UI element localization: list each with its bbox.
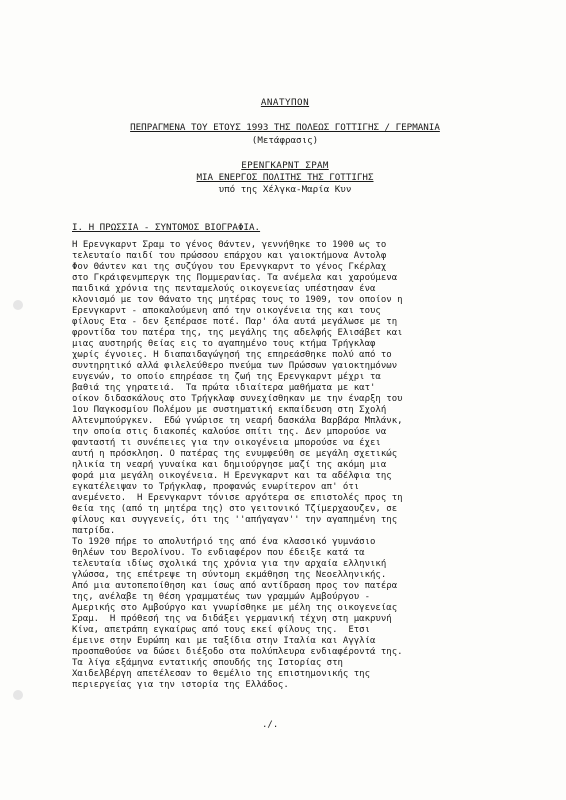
text-line: Ερενγκαρντ - αποκαλούμενη από την οικογένεια της και τους — [72, 306, 381, 316]
text-line: κλονισμό με τον θάνατο της μητέρας τους το 1909, τον οποίον η — [72, 295, 403, 305]
text-line: φορά μια μεγάλη οικογένεια. Η Ερενγκαρντ και τα αδέλφια της — [72, 471, 392, 481]
translation-note: (Μετάφρασις) — [251, 135, 319, 146]
text-line: πατρίδα. — [72, 526, 116, 536]
text-line: μιας αυστηρής θείας εις το αγαπημένο τους κτήμα Τρήγκλαφ — [72, 339, 376, 349]
text-line: την οποία στις διακοπές καλούσε σπίτι της. Δεν μπορούσε να — [72, 427, 387, 437]
text-line: Η Ερενγκαρντ Σραμ το γένος Θάντεν, γεννήθηκε το 1900 ως το — [72, 240, 387, 250]
reprint-label: ΑΝΑΤΥΠΟΝ — [260, 97, 310, 108]
text-line: αυτή η πρόσκληση. Ο πατέρας της ενυμφεύθη σε μεγάλη σχετικώς — [72, 449, 398, 459]
text-line: Σραμ. Η πρόθεσή της να διδάξει γερμανική τέχνη στη μακρυνή — [72, 614, 392, 624]
text-line: φίλους και συγγενείς, ότι της ''απήγαγαν'' την αγαπημένη της — [72, 515, 398, 525]
text-line: θηλέων του Βερολίνου. Το ενδιαφέρον που έδειξε κατά τα — [72, 548, 365, 558]
text-line: Φον Θάντεν και της συζύγου του Ερενγκαρντ το γένος Γκέρλαχ — [72, 262, 387, 272]
text-line: Από μια αυτοπεποίθηση και ίσως από αντίδραση προς τον πατέρα — [72, 581, 398, 591]
text-line: της, ανέλαβε τη θέση γραμματέως των γραμμών Αμβούργου - — [72, 592, 371, 602]
text-line: γλώσσα, της επέτρεψε τη σύντομη εκμάθηση της Νεοελληνικής. — [72, 570, 387, 580]
text-line: έμεινε στην Ευρώπη και με ταξίδια στην Ιταλία και Αγγλία — [72, 636, 376, 646]
subject-role: ΜΙΑ ΕΝΕΡΓΟΣ ΠΟΛΙΤΗΣ ΤΗΣ ΓΟΤΤΙΓΗΣ — [196, 172, 374, 183]
text-line: τελευταία ιδίως σχολικά της χρόνια για την αρχαία ελληνική — [72, 559, 387, 569]
text-line: ηλικία τη νεαρή γυναίκα και δημιούργησε μαζί της ακόμη μια — [72, 460, 387, 470]
text-line: περιεργείας για την ιστορία της Ελλάδος. — [72, 680, 289, 690]
punch-hole — [13, 300, 23, 310]
text-line: ανεμένετο. Η Ερενγκαρντ τόνισε αργότερα σε επιστολές προς τη — [72, 493, 403, 503]
author-line: υπό της Χέλγκα-Μαρία Κυν — [218, 184, 352, 195]
text-line: φανταστή τι συνέπειες για την οικογένεια μπορούσε να έχει — [72, 438, 381, 448]
text-line: Αμερικής στο Αμβούργο και γνωρίσθηκε με μέλη της οικογενείας — [72, 603, 398, 613]
continuation-mark: ./. — [262, 720, 279, 730]
text-line: οίκον διδασκάλους στο Τρήγκλαφ συνεχίσθηκαν με την έναρξη του — [72, 394, 403, 404]
body-text — [72, 240, 512, 691]
text-line: βαθιά της γηρατειά. Τα πρώτα ιδιαίτερα μαθήματα με κατ' — [72, 383, 376, 393]
text-line: εγκατέλειψαν το Τρήγκλαφ, προφανώς ενωρίτερον απ' ότι — [72, 482, 360, 492]
text-line: 1ου Παγκοσμίου Πολέμου με συστηματική εκπαίδευση στη Σχολή — [72, 405, 387, 415]
text-line: Κίνα, απετράπη εγκαίρως από τους εκεί φίλους της. Ετσι — [72, 625, 371, 635]
text-line: προσπαθούσε να δώσει διέξοδο στα πολύπλευρα ενδιαφέροντά της. — [72, 647, 403, 657]
text-line: στο Γκράιφενμπεργκ της Πομμερανίας. Τα ανέμελα και χαρούμενα — [72, 273, 398, 283]
text-line: παιδικά χρόνια της πενταμελούς οικογενείας υπέστησαν ένα — [72, 284, 376, 294]
text-line: Τα λίγα εξάμηνα εντατικής σπουδής της Ιστορίας στη — [72, 658, 343, 668]
text-line: ευγενών, το οποίο επηρέασε τη ζωή της Ερενγκαρντ μέχρι τα — [72, 372, 381, 382]
subject-name: ΕΡΕΝΓΚΑΡΝΤ ΣΡΑΜ — [241, 160, 329, 171]
acts-title: ΠΕΠΡΑΓΜΕΝΑ ΤΟΥ ΕΤΟΥΣ 1993 ΤΗΣ ΠΟΛΕΩΣ ΓΟΤΤΙΓΗΣ / ΓΕΡΜΑΝΙΑ — [130, 122, 440, 133]
text-line: Χαιδελβέργη απετέλεσαν το θεμέλιο της επιστημονικής της — [72, 669, 371, 679]
text-line: χωρίς έγνοιες. Η διαπαιδαγώγησή της επηρεάσθηκε πολύ από το — [72, 350, 392, 360]
text-line: φροντίδα του πατέρα της, της μεγάλης της αδελφής Ελισάβετ και — [72, 328, 403, 338]
text-line: τελευταίο παιδί του πρώσσου επάρχου και γαιοκτήμονα Αντολφ — [72, 251, 387, 261]
punch-hole — [13, 690, 23, 700]
text-line: Αλτενμπούργκεν. Εδώ γνώρισε τη νεαρή δασκάλα Βαρβάρα Μπλάνκ, — [72, 416, 403, 426]
text-line: θεία της (από τη μητέρα της) στο γειτονικό Τζίμερχαουζεν, σε — [72, 504, 398, 514]
text-line: συντηρητικό αλλά φιλελεύθερο πνεύμα των Πρώσσων γαιοκτημόνων — [72, 361, 398, 371]
text-line: Το 1920 πήρε το απολυτήριό της από ένα κλασσικό γυμνάσιο — [72, 537, 376, 547]
text-line: φίλους Ετα - δεν ξεπέρασε ποτέ. Παρ' όλα αυτά μεγάλωσε με τη — [72, 317, 398, 327]
section-heading: I. Η ΠΡΩΣΣΙΑ - ΣΥΝΤΟΜΟΣ ΒΙΟΓΡΑΦΙΑ. — [72, 222, 261, 233]
